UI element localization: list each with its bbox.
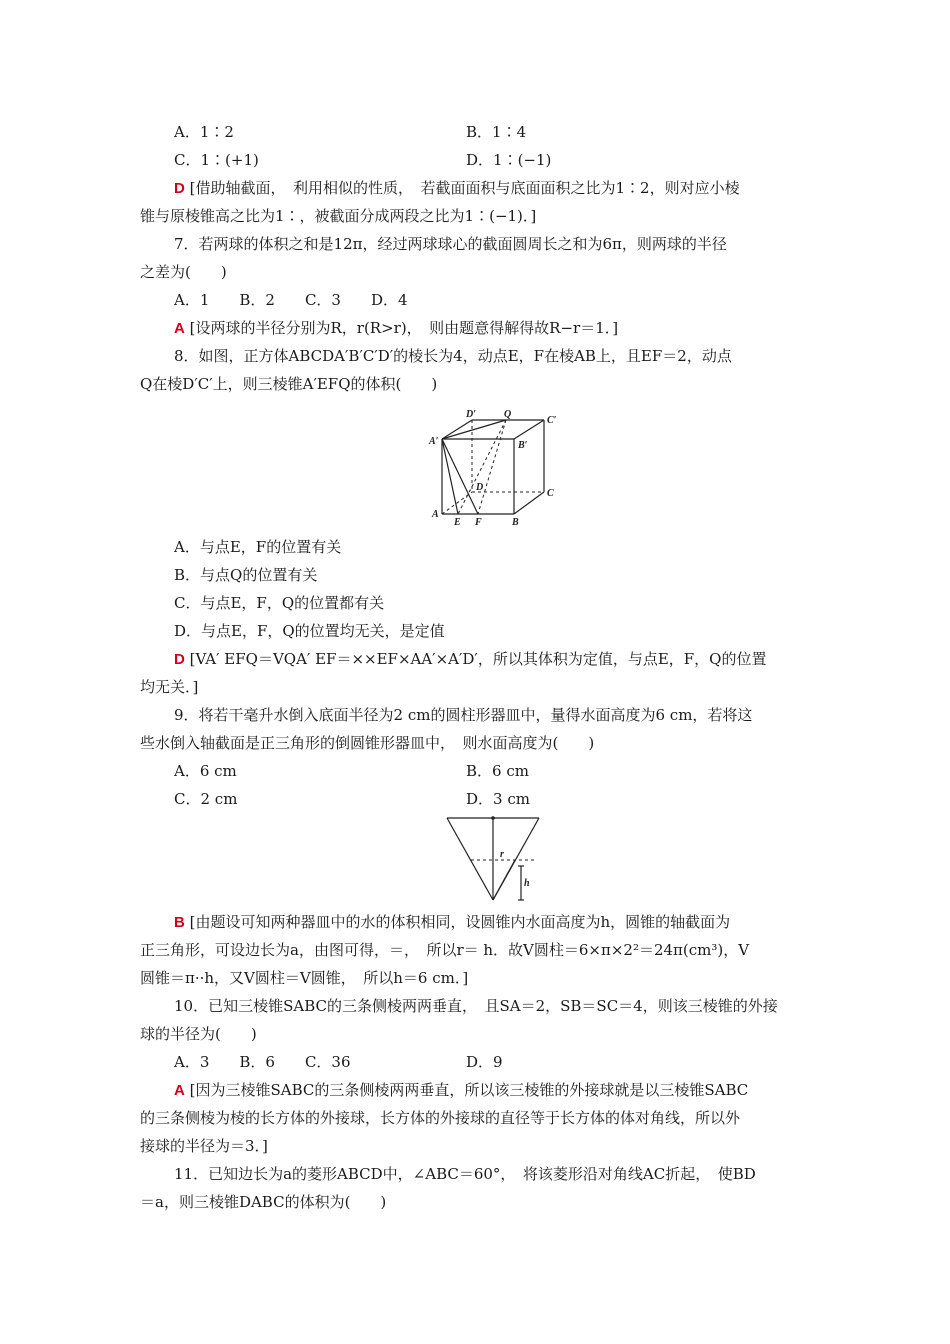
q8-stem-line-1: 8．如图，正方体ABCDA′B′C′D′的棱长为4，动点E，F在棱AB上，且EF＝2，动点 [174, 347, 732, 365]
q6-answer: D [174, 180, 185, 197]
q8-solution-line-1: D [VA′ EFQ＝VQA′ EF＝××EF×AA′×A′D′，所以其体积为定值，与点E，F，Q的位置 [174, 650, 767, 668]
label-b: B [512, 517, 519, 528]
q9-option-a: A．6 cm [174, 762, 237, 780]
q10-solution-line-2: 的三条侧棱为棱的长方体的外接球，长方体的外接球的直径等于长方体的体对角线，所以外 [140, 1109, 741, 1127]
q10-solution-line-1: A [因为三棱锥SABC的三条侧棱两两垂直，所以该三棱锥的外接球就是以三棱锥SABC [174, 1081, 749, 1099]
q6-option-d: D．1∶(−1) [466, 151, 552, 169]
q9-solution-line-3: 圆锥＝π··h，又V圆柱＝V圆锥， 所以h＝6 cm．] [140, 969, 469, 987]
q10-option-d: D．9 [466, 1053, 503, 1071]
q8-solution-line-2: 均无关．] [140, 678, 199, 696]
q8-option-c: C．与点E，F，Q的位置都有关 [174, 594, 385, 612]
q10-answer: A [174, 1082, 185, 1099]
label-d: D [476, 482, 484, 493]
label-b-prime: B′ [518, 440, 528, 451]
q7-stem-line-2: 之差为( ) [140, 263, 227, 281]
label-c-prime: C′ [547, 415, 557, 426]
q9-solution-line-1: B [由题设可知两种器皿中的水的体积相同，设圆锥内水面高度为h，圆锥的轴截面为 [174, 913, 731, 931]
q9-answer: B [174, 914, 185, 931]
label-q: Q [504, 409, 512, 420]
cube-figure [428, 406, 564, 528]
q11-stem-line-1: 11．已知边长为a的菱形ABCD中，∠ABC＝60°， 将该菱形沿对角线AC折起， 使BD [174, 1165, 756, 1183]
q8-option-b: B．与点Q的位置有关 [174, 566, 318, 584]
q10-stem-line-2: 球的半径为( ) [140, 1025, 257, 1043]
q6-solution-line-2: 锥与原棱锥高之比为1∶，被截面分成两段之比为1∶(−1)．] [140, 207, 537, 225]
q11-stem-line-2: ＝a，则三棱锥DABC的体积为( ) [140, 1193, 387, 1211]
q7-answer: A [174, 320, 185, 337]
q6-option-a: A．1∶2 [174, 123, 234, 141]
label-f: F [475, 517, 482, 528]
q9-option-c: C．2 cm [174, 790, 238, 808]
q6-option-b: B．1∶4 [466, 123, 527, 141]
label-h: h [524, 878, 530, 889]
label-e: E [454, 517, 461, 528]
q10-options-abc: A．3 B．6 C．36 [174, 1053, 351, 1071]
label-a: A [432, 509, 439, 520]
q9-option-d: D．3 cm [466, 790, 530, 808]
q7-solution: A [设两球的半径分别为R，r(R>r)， 则由题意得解得故R−r＝1．] [174, 319, 619, 337]
q9-solution-line-2: 正三角形，可设边长为a，由图可得，＝， 所以r＝ h．故V圆柱＝6×π×2²＝24π(cm³)，V [140, 941, 750, 959]
label-a-prime: A′ [429, 436, 439, 447]
q9-stem-line-2: 些水倒入轴截面是正三角形的倒圆锥形器皿中， 则水面高度为( ) [140, 734, 595, 752]
label-r: r [500, 849, 504, 860]
q8-answer: D [174, 651, 185, 668]
q6-option-c: C．1∶(+1) [174, 151, 259, 169]
q10-solution-line-3: 接球的半径为＝3．] [140, 1137, 268, 1155]
q10-stem-line-1: 10．已知三棱锥SABC的三条侧棱两两垂直， 且SA＝2，SB＝SC＝4，则该三棱锥的外接 [174, 997, 778, 1015]
q7-options: A．1 B．2 C．3 D．4 [174, 291, 408, 309]
q8-option-d: D．与点E，F，Q的位置均无关，是定值 [174, 622, 445, 640]
q7-stem-line-1: 7．若两球的体积之和是12π，经过两球球心的截面圆周长之和为6π，则两球的半径 [174, 235, 727, 253]
q9-option-b: B．6 cm [466, 762, 529, 780]
label-c: C [547, 488, 554, 499]
q9-stem-line-1: 9．将若干毫升水倒入底面半径为2 cm的圆柱形器皿中，量得水面高度为6 cm，若将这 [174, 706, 753, 724]
label-d-prime: D′ [466, 409, 477, 420]
cone-figure [443, 814, 543, 906]
q8-option-a: A．与点E，F的位置有关 [174, 538, 342, 556]
q8-stem-line-2: Q在棱D′C′上，则三棱锥A′EFQ的体积( ) [140, 375, 438, 393]
q6-solution-line-1: D [借助轴截面， 利用相似的性质， 若截面面积与底面面积之比为1∶2，则对应小棱 [174, 179, 740, 197]
